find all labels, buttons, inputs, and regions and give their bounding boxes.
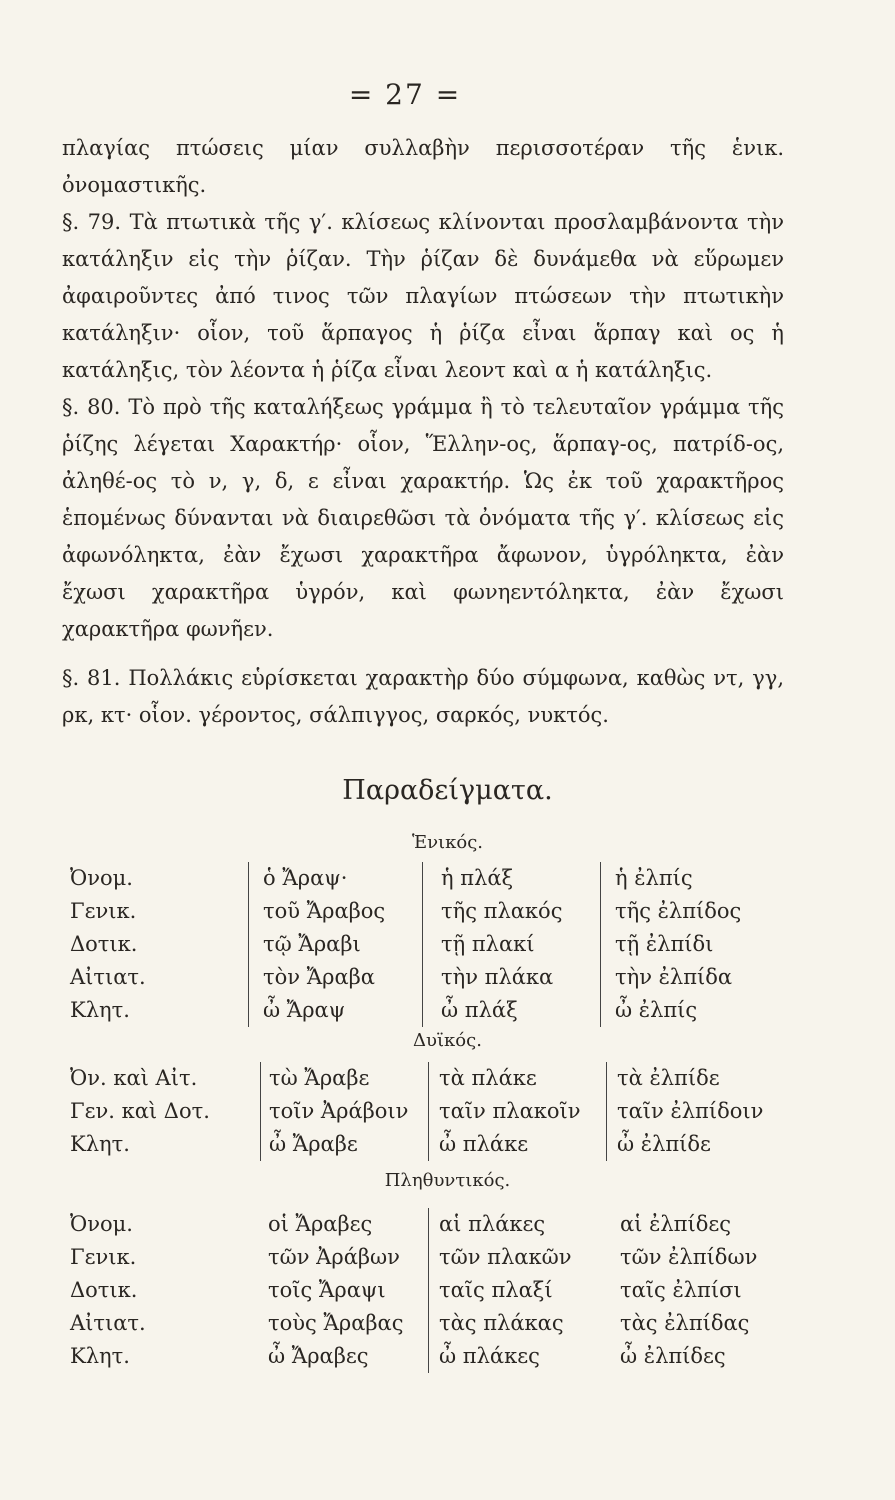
form-plax: τῇ πλακί: [422, 928, 601, 961]
case-label: Αἰτιατ.: [70, 965, 146, 989]
form-elpis: τὰ ἐλπίδε: [606, 1062, 787, 1095]
form-plax: τὰ πλάκε: [428, 1062, 609, 1095]
form-elpis: τὴν ἐλπίδα: [600, 961, 785, 994]
singular-title: Ἑνικός.: [411, 832, 484, 853]
form-elpis: ταῖν ἐλπίδοιν: [606, 1095, 787, 1128]
paragraph-continuation: [62, 130, 784, 204]
paragraph-text: πλαγίας πτώσεις μίαν συλλαβὴν περισσοτέραν τῆς ἑνικ. ὀνομαστικῆς.: [62, 136, 784, 197]
form-plax: ὦ πλάξ: [422, 994, 601, 1027]
table-row: [70, 895, 790, 928]
form-arab: τοῦ Ἄραβος: [248, 895, 423, 928]
form-elpis: ταῖς ἐλπίσι: [620, 1278, 742, 1302]
form-elpis: τῇ ἐλπίδι: [600, 928, 785, 961]
form-arab: ὦ Ἄραβες: [268, 1344, 369, 1368]
case-label: Κλητ.: [70, 1344, 130, 1368]
form-plax: ὦ πλάκες: [428, 1340, 609, 1373]
section-79: [62, 204, 784, 389]
case-label: Ὀν. καὶ Αἰτ.: [70, 1066, 198, 1090]
form-plax: ἡ πλάξ: [422, 862, 601, 895]
plural-title: Πληθυντικός.: [384, 1170, 511, 1191]
paragraph-text: Πολλάκις εὑρίσκεται χαρακτὴρ δύο σύμφωνα, καθὼς ντ, γγ, ρκ, κτ· οἷον. γέροντος, σάλπιγγος, σαρκός, νυκτός.: [62, 666, 784, 727]
case-label: Ὀνομ.: [70, 866, 133, 890]
form-plax: τῆς πλακός: [422, 895, 601, 928]
table-row: [70, 1241, 790, 1274]
singular-table: [70, 862, 790, 1027]
paragraph-text: Τὸ πρὸ τῆς καταλήξεως γράμμα ἢ τὸ τελευταῖον γράμμα τῆς ῥίζης λέγεται Χαρακτήρ· οἷον, Ἕλλην-ος, ἅρπαγ-ος, πατρίδ-ος, ἀληθέ-ος τὸ ν, γ, δ, ε εἶναι χαρακτήρ. Ὡς ἐκ τοῦ χαρακτῆρος ἑπομένως δύνανται νὰ διαιρεθῶσι τὰ ὀνόματα τῆς γ′. κλίσεως εἰς ἀφωνόληκτα, ἐὰν ἔχωσι χαρακτῆρα ἄφωνον, ὑγρόληκτα, ἐὰν ἔχωσι χαρακτῆρα ὑγρόν, καὶ φωνηεντόληκτα, ἐὰν ἔχωσι χαρακτῆρα φωνῆεν.: [62, 395, 784, 641]
case-label: Δοτικ.: [70, 1278, 138, 1302]
table-row: [70, 1340, 790, 1373]
form-arab: οἱ Ἄραβες: [268, 1212, 373, 1236]
case-label: Αἰτιατ.: [70, 1311, 146, 1335]
case-label: Γενικ.: [70, 1245, 137, 1269]
table-row: [70, 928, 790, 961]
form-elpis: ἡ ἐλπίς: [600, 862, 785, 895]
case-label: Κλητ.: [70, 1132, 130, 1156]
examples-heading: Παραδείγματα.: [342, 775, 553, 806]
form-elpis: τὰς ἐλπίδας: [620, 1311, 750, 1335]
table-row: [70, 1128, 790, 1161]
form-plax: τῶν πλακῶν: [428, 1241, 609, 1274]
form-arab: τοὺς Ἄραβας: [268, 1311, 404, 1335]
table-row: [70, 1095, 790, 1128]
form-elpis: ὦ ἐλπίς: [600, 994, 785, 1027]
section-number: §. 79.: [62, 210, 122, 234]
section-number: §. 81.: [62, 666, 121, 690]
form-plax: αἱ πλάκες: [428, 1208, 609, 1241]
table-row: [70, 1062, 790, 1095]
table-row: [70, 862, 790, 895]
table-row: [70, 961, 790, 994]
section-number: §. 80.: [62, 395, 121, 419]
table-row: [70, 1208, 790, 1241]
case-label: Γεν. καὶ Δοτ.: [70, 1099, 210, 1123]
table-row: [70, 1307, 790, 1340]
form-arab: τῷ Ἄραβι: [248, 928, 423, 961]
dual-title: Δυϊκός.: [413, 1030, 482, 1051]
case-label: Ὀνομ.: [70, 1212, 133, 1236]
section-81: [62, 660, 784, 734]
form-elpis: ὦ ἐλπίδες: [620, 1344, 726, 1368]
case-label: Δοτικ.: [70, 932, 138, 956]
section-80: [62, 389, 784, 648]
paragraph-text: Τὰ πτωτικὰ τῆς γ′. κλίσεως κλίνονται προσλαμβάνοντα τὴν κατάληξιν εἰς τὴν ῥίζαν. Τὴν ῥίζαν δὲ δυνάμεθα νὰ εὕρωμεν ἀφαιροῦντες ἀπό τινος τῶν πλαγίων πτώσεων τὴν πτωτικὴν κατάληξιν· οἷον, τοῦ ἅρπαγος ἡ ῥίζα εἶναι ἅρπαγ καὶ ος ἡ κατάληξις, τὸν λέοντα ἡ ῥίζα εἶναι λεοντ καὶ α ἡ κατάληξις.: [62, 210, 784, 382]
form-plax: τὰς πλάκας: [428, 1307, 609, 1340]
form-arab: τὼ Ἄραβε: [260, 1062, 429, 1095]
case-label: Κλητ.: [70, 998, 130, 1022]
table-row: [70, 1274, 790, 1307]
form-arab: ὦ Ἄραψ: [248, 994, 423, 1027]
form-arab: τοῖν Ἀράβοιν: [260, 1095, 429, 1128]
table-row: [70, 994, 790, 1027]
form-plax: ταῖν πλακοῖν: [428, 1095, 609, 1128]
form-arab: ὁ Ἄραψ·: [248, 862, 423, 895]
form-elpis: τῆς ἐλπίδος: [600, 895, 785, 928]
form-arab: τὸν Ἄραβα: [248, 961, 423, 994]
form-plax: ταῖς πλαξί: [428, 1274, 609, 1307]
form-arab: τῶν Ἀράβων: [268, 1245, 400, 1269]
case-label: Γενικ.: [70, 899, 137, 923]
plural-table: [70, 1208, 790, 1373]
form-plax: ὦ πλάκε: [428, 1128, 609, 1161]
form-elpis: τῶν ἐλπίδων: [620, 1245, 758, 1269]
page-number: = 27 =: [348, 78, 462, 111]
dual-table: [70, 1062, 790, 1161]
form-elpis: αἱ ἐλπίδες: [620, 1212, 731, 1236]
body-text: [62, 130, 784, 734]
form-plax: τὴν πλάκα: [422, 961, 601, 994]
form-arab: τοῖς Ἄραψι: [268, 1278, 386, 1302]
form-arab: ὦ Ἄραβε: [260, 1128, 429, 1161]
form-elpis: ὦ ἐλπίδε: [606, 1128, 787, 1161]
